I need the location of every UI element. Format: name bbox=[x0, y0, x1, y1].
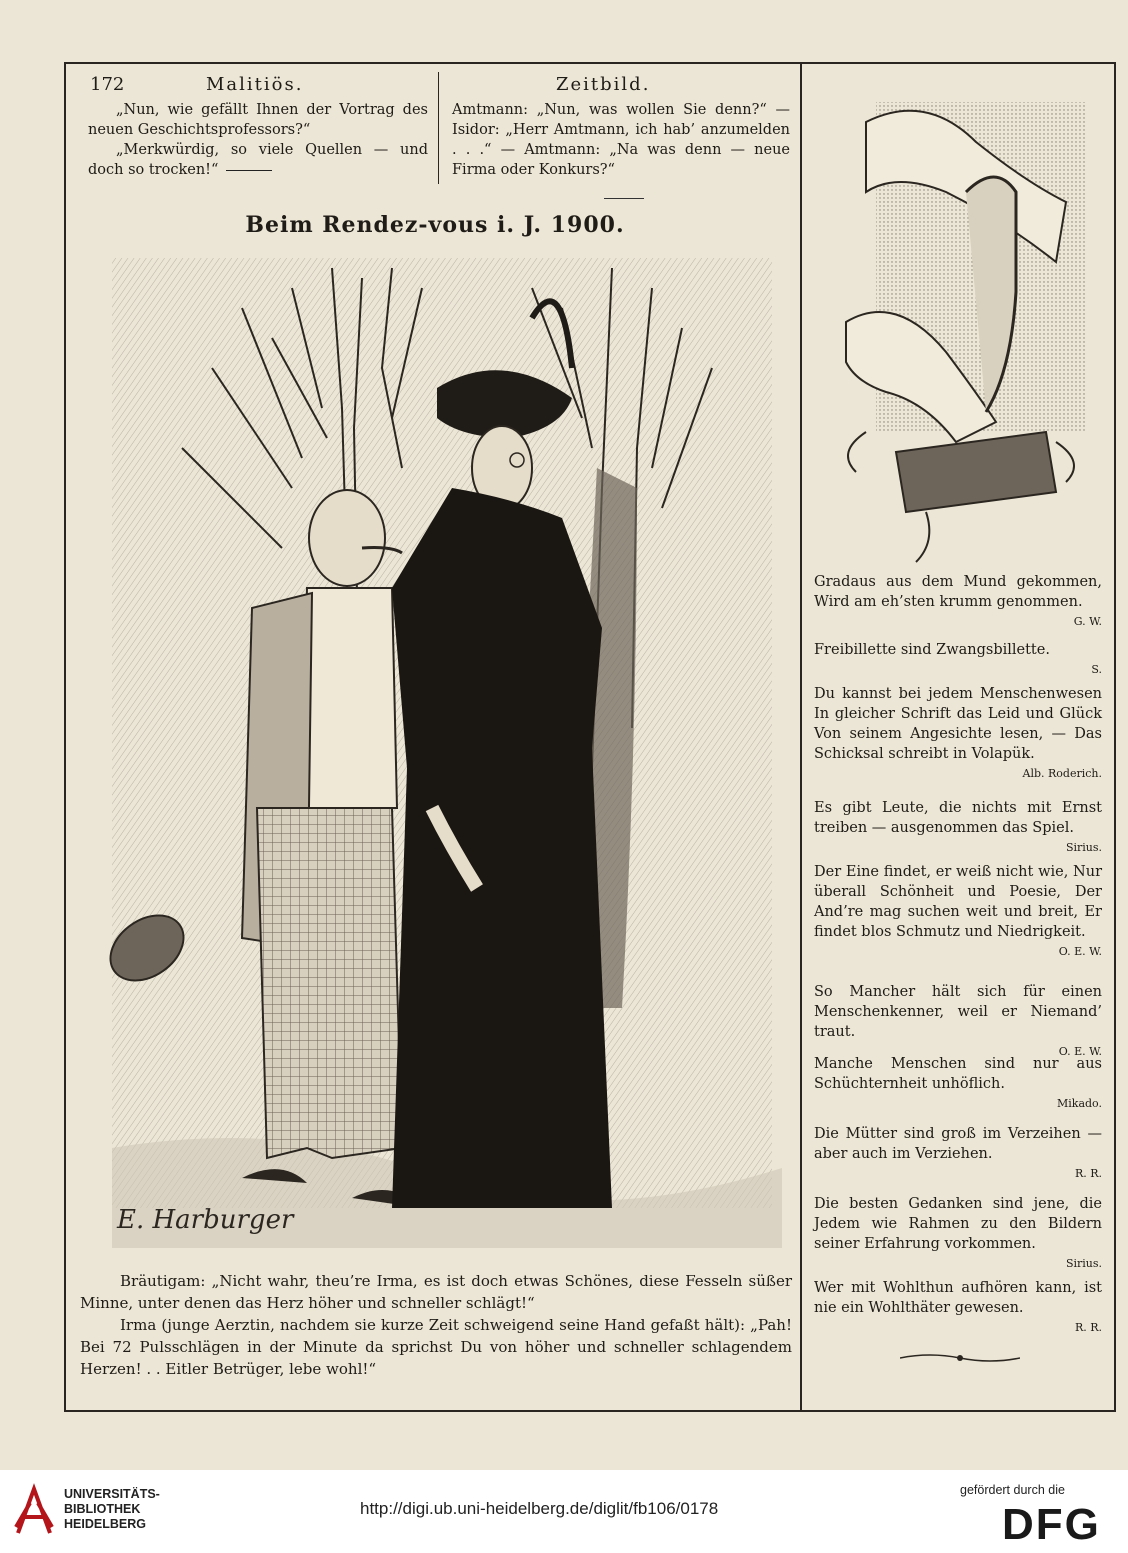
source-url-link[interactable]: http://digi.ub.uni-heidelberg.de/diglit/fb106/0178 bbox=[360, 1499, 719, 1518]
cartoon-title: Beim Rendez-vous i. J. 1900. bbox=[245, 212, 625, 238]
aphorism-signature: Sirius. bbox=[1065, 1257, 1102, 1270]
aphorism-signature: Mikado. bbox=[1057, 1097, 1102, 1110]
malitioes-text bbox=[88, 100, 428, 180]
ornament-divider bbox=[900, 1350, 1020, 1366]
caption-irma: Irma (junge Aerztin, nachdem sie kurze Zeit schweigend seine Hand gefaßt hält): „Pah! Bei 72 Pulsschlägen in der Minute da sprichst Du von höher und schneller schlagendem Herzen! . . Eitler Betrüger, lebe wohl!“ bbox=[80, 1316, 792, 1378]
cartoon-illustration bbox=[92, 248, 792, 1268]
cartoon-caption bbox=[80, 1270, 792, 1380]
dfg-logo: DFG bbox=[1002, 1500, 1101, 1549]
aphorism-4: Es gibt Leute, die nichts mit Ernst treiben — ausgenommen das Spiel. Sirius. bbox=[814, 798, 1102, 858]
aphorism-5: Der Eine findet, er weiß nicht wie, Nur überall Schönheit und Poesie, Der And’re mag suchen weit und breit, Er findet blos Schmutz und Niedrigkeit. O. E. W. bbox=[814, 862, 1102, 962]
library-name: UNIVERSITÄTS- BIBLIOTHEK HEIDELBERG bbox=[64, 1487, 160, 1531]
aphorism-signature: Sirius. bbox=[1065, 841, 1102, 854]
university-logo-icon bbox=[12, 1483, 56, 1539]
short-divider bbox=[438, 72, 439, 184]
aphorism-signature: Alb. Roderich. bbox=[1022, 767, 1102, 780]
aphorism-signature: S. bbox=[1091, 663, 1102, 676]
aphorism-3: Du kannst bei jedem Menschenwesen In gleicher Schrift das Leid und Glück Von seinem Angesichte lesen, — Das Schicksal schreibt in Volapük. Alb. Roderich. bbox=[814, 684, 1102, 784]
end-rule bbox=[226, 170, 272, 171]
page-number: 172 bbox=[90, 74, 125, 95]
aphorism-7: Manche Menschen sind nur aus Schüchternheit unhöflich. Mikado. bbox=[814, 1054, 1102, 1114]
zeitbild-text bbox=[452, 100, 790, 180]
aphorism-2: Freibillette sind Zwangsbillette. S. bbox=[814, 640, 1102, 680]
gedanken-spaene-vignette bbox=[826, 72, 1092, 572]
aphorism-signature: G. W. bbox=[1073, 615, 1102, 628]
funding-note: gefördert durch die bbox=[960, 1483, 1065, 1497]
aphorism-9: Die besten Gedanken sind jene, die Jedem wie Rahmen zu den Bildern seiner Erfahrung vorkommen. Sirius. bbox=[814, 1194, 1102, 1274]
aphorism-6: So Mancher hält sich für einen Menschenkenner, weil er Niemand’ traut. O. E. W. bbox=[814, 982, 1102, 1062]
aphorism-10: Wer mit Wohlthun aufhören kann, ist nie ein Wohlthäter gewesen. R. R. bbox=[814, 1278, 1102, 1338]
aphorism-signature: R. R. bbox=[1074, 1167, 1102, 1180]
aphorism-signature: O. E. W. bbox=[1058, 945, 1102, 958]
stacked-books bbox=[896, 432, 1056, 512]
section-title-malitioes: Malitiös. bbox=[206, 74, 304, 95]
column-divider bbox=[800, 64, 802, 1410]
malitioes-line-1: „Nun, wie gefällt Ihnen der Vortrag des neuen Geschichtsprofessors?“ bbox=[88, 102, 428, 138]
zeitbild-paragraph: Amtmann: „Nun, was wollen Sie denn?“ — Isidor: „Herr Amtmann, ich hab’ anzumelden . . .“ — Amtmann: „Na was denn — neue Firma oder Konkurs?“ bbox=[452, 102, 790, 178]
malitioes-line-2: „Merkwürdig, so viele Quellen — und doch so trocken!“ bbox=[88, 142, 428, 178]
aphorism-signature: R. R. bbox=[1074, 1321, 1102, 1334]
caption-groom: Bräutigam: „Nicht wahr, theu’re Irma, es ist doch etwas Schönes, diese Fesseln süßer Minne, unter denen das Herz höher und schneller schlägt!“ bbox=[80, 1272, 792, 1312]
aphorism-signature: O. E. W. bbox=[1058, 1045, 1102, 1058]
aphorism-1: Gradaus aus dem Mund gekommen, Wird am eh’sten krumm genommen. G. W. bbox=[814, 572, 1102, 632]
section-title-zeitbild: Zeitbild. bbox=[556, 74, 651, 95]
aphorism-8: Die Mütter sind groß im Verzeihen — aber auch im Verziehen. R. R. bbox=[814, 1124, 1102, 1184]
artist-signature: E. Harburger bbox=[117, 1205, 294, 1235]
title-rule bbox=[604, 198, 644, 199]
